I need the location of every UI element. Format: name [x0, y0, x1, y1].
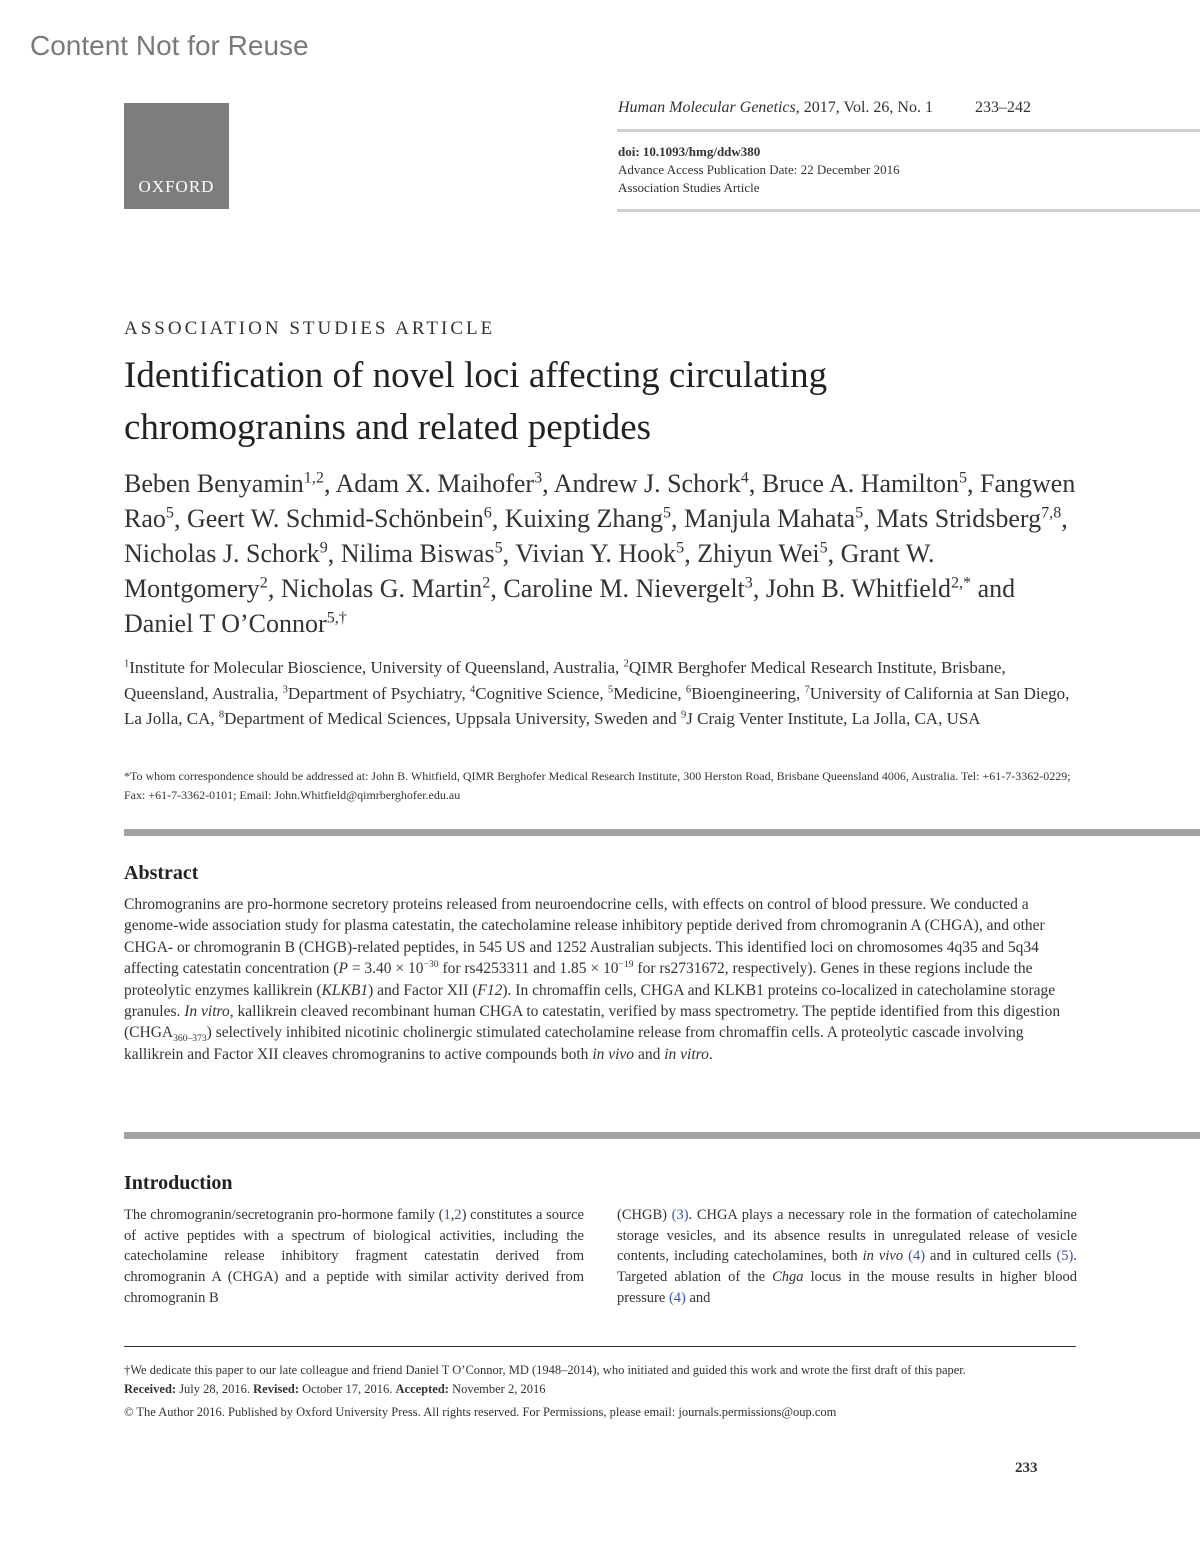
advance-access-date: Advance Access Publication Date: 22 December 2016 [618, 162, 900, 177]
author-name: Daniel T O’Connor [124, 609, 327, 638]
author-name: John B. Whitfield [765, 574, 951, 603]
affiliation-number: 2 [623, 658, 629, 670]
correspondence-note: *To whom correspondence should be addressed at: John B. Whitfield, QIMR Berghofer Medical Research Institute, 300 Herston Road, Brisbane Queensland 4006, Australia. Tel: +61-7-3362-0229; Fax: +61-7-3362-0101; Email: John.Whitfield@qimrberghofer.edu.au [124, 769, 1071, 802]
affiliation-number: 3 [282, 683, 288, 695]
logo-text: OXFORD [138, 177, 215, 196]
affiliation-text: Cognitive Science, [475, 683, 608, 703]
author-name: Fangwen Rao [124, 469, 1076, 533]
affiliation-number: 8 [218, 709, 225, 721]
dates-line: Received: July 28, 2016. Revised: October 17, 2016. Accepted: November 2, 2016 [124, 1382, 546, 1396]
copyright-line: © The Author 2016. Published by Oxford University Press. All rights reserved. For Permissions, please email: journals.permissions@oup.com [124, 1405, 837, 1419]
author-affiliation-sup: 1,2 [303, 469, 324, 487]
author-name: Bruce A. Hamilton [761, 469, 959, 498]
title-line-2: chromogranins and related peptides [124, 407, 652, 448]
article-title [124, 350, 1084, 454]
affiliation-text: Department of Medical Sciences, Uppsala University, Sweden and [224, 709, 681, 728]
author-name: Nilima Biswas [340, 539, 495, 568]
watermark: Content Not for Reuse [30, 30, 309, 61]
article-type: Association Studies Article [618, 180, 760, 195]
oxford-logo [124, 103, 229, 209]
author-affiliation-sup: 5,† [326, 609, 347, 627]
affiliation-number: 4 [469, 683, 476, 695]
header-rule-bottom [617, 209, 1200, 212]
author-affiliation-sup: 5 [855, 504, 864, 522]
intro-column-left: The chromogranin/secretogranin pro-hormone family (1,2) constitutes a source of active peptides with a spectrum of biological activities, including the catecholamine release inhibitory fragment catestatin derived from chromogranin A (CHGA) and a peptide with similar activity derived from chromogranin B [124, 1207, 584, 1306]
affiliation-text: Bioengineering, [691, 683, 805, 703]
article-meta [618, 143, 900, 197]
intro-column-right: (CHGB) (3). CHGA plays a necessary role in the formation of catecholamine storage vesicles, and its absence results in unregulated release of vesicle contents, including catecholamines, both in vivo (4) and in cultured cells (5). Targeted ablation of the Chga locus in the mouse results in higher blood pressure (4) and [617, 1207, 1078, 1306]
author-affiliation-sup: 4 [740, 469, 749, 487]
author-affiliation-sup: 2,* [950, 574, 972, 592]
author-affiliation-sup: 2 [482, 574, 491, 592]
reference-link-4b[interactable]: (4) [668, 1289, 686, 1306]
section-divider-top [124, 829, 1200, 836]
reference-link-4[interactable]: (4) [908, 1248, 926, 1265]
author-affiliation-sup: 5 [676, 539, 685, 557]
author-affiliation-sup: 7,8 [1041, 504, 1062, 522]
affiliation-text: Medicine, [613, 683, 686, 703]
author-name: Caroline M. Nievergelt [503, 574, 745, 603]
author-name: Vivian Y. Hook [515, 539, 677, 568]
author-affiliation-sup: 3 [744, 574, 753, 592]
affiliation-number: 5 [607, 683, 614, 695]
author-name: Mats Stridsberg [876, 504, 1042, 533]
author-name: Nicholas J. Schork [124, 539, 320, 568]
author-affiliation-sup: 5 [165, 504, 174, 522]
title-line-1: Identification of novel loci affecting circulating [124, 355, 828, 396]
author-name: Geert W. Schmid-Schönbein [186, 504, 484, 533]
author-affiliation-sup: 3 [534, 469, 543, 487]
author-name: Manjula Mahata [684, 504, 856, 533]
journal-name: Human Molecular Genetics [618, 99, 796, 116]
author-affiliation-sup: 9 [319, 539, 328, 557]
reference-link-5[interactable]: (5) [1056, 1248, 1074, 1265]
author-name: Nicholas G. Martin [280, 574, 483, 603]
article-kicker: ASSOCIATION STUDIES ARTICLE [124, 318, 496, 339]
author-name: Adam X. Maihofer [335, 469, 535, 498]
author-name: Beben Benyamin [124, 469, 304, 498]
introduction-heading: Introduction [124, 1172, 233, 1194]
author-name: Zhiyun Wei [697, 539, 820, 568]
abstract-text: Chromogranins are pro-hormone secretory proteins released from neuroendocrine cells, with effects on control of blood pressure. We conducted a genome-wide association study for plasma catestatin, the catecholamine release inhibitory peptide derived from chromogranin A (CHGA), and other CHGA- or chromogranin B (CHGB)-related peptides, in 545 US and 1252 Australian subjects. This identified loci on chromosomes 4q35 and 5q34 affecting catestatin concentration ($P = 3.40 \times 10^{-30}$ for rs4253311 and $1.85 \times 10^{-19}$ for rs2731672, respectively). Genes in these regions include the proteolytic enzymes kallikrein (KLKB1) and Factor XII (F12). In chromaffin cells, CHGA and KLKB1 proteins co-localized in catecholamine storage granules. In vitro, kallikrein cleaved recombinant human CHGA to catestatin, verified by mass spectrometry. The peptide identified from this digestion $(CHGA_{360-373})$ selectively inhibited nicotinic cholinergic stimulated catecholamine release from chromaffin cells. A proteolytic cascade involving kallikrein and Factor XII cleaves chromogranins to active compounds both in vivo and in vitro. [124, 896, 1061, 1063]
affiliation-text: J Craig Venter Institute, La Jolla, CA, USA [686, 709, 981, 728]
author-affiliation-sup: 2 [259, 574, 268, 592]
affiliation-text: Department of Psychiatry, [287, 683, 470, 703]
reference-link-2[interactable]: 2 [454, 1207, 462, 1223]
affiliation-number: 9 [681, 709, 687, 721]
affiliation-number: 7 [804, 683, 810, 695]
affiliation-number: 6 [685, 683, 692, 695]
author-list: Beben Benyamin$^{1,2}$, Adam X. Maihofer$^3$, Andrew J. Schork$^4$, Bruce A. Hamilton$^5$, Fangwen Rao$^5$, Geert W. Schmid-Schönbein$^6$, Kuixing Zhang$^5$, Manjula Mahata$^5$, Mats Stridsberg$^{7,8}$, Nicholas J. Schork$^9$, Nilima Biswas$^5$, Vivian Y. Hook$^5$, Zhiyun Wei$^5$, Grant W. Montgomery$^2$, Nicholas G. Martin$^2$, Caroline M. Nievergelt$^3$, John B. Whitfield$^{2,*}$ and Daniel T O’Connor$^{5,\dagger}$ [124, 469, 1076, 638]
affiliations [124, 655, 1084, 732]
author-name: Andrew J. Schork [553, 469, 741, 498]
affiliation-text: University of California at San Diego, La Jolla, CA, [124, 683, 1070, 728]
journal-header [618, 99, 1031, 117]
abstract-heading: Abstract [124, 862, 199, 884]
affiliation-text: QIMR Berghofer Medical Research Institute, Brisbane, Queensland, Australia, [124, 658, 1006, 703]
section-divider-bottom [124, 1132, 1200, 1139]
journal-pages: 233–242 [974, 99, 1031, 116]
author-affiliation-sup: 5 [958, 469, 968, 487]
author-name: Grant W. Montgomery [124, 539, 935, 603]
affiliation-text: Institute for Molecular Bioscience, University of Queensland, Australia, [129, 658, 624, 677]
author-name: Kuixing Zhang [504, 504, 663, 533]
author-affiliation-sup: 5 [662, 504, 672, 522]
dedication-note: †We dedicate this paper to our late colleague and friend Daniel T O’Connor, MD (1948–2014), who initiated and guided this work and wrote the first draft of this paper. [124, 1363, 966, 1377]
journal-volume: , 2017, Vol. 26, No. 1 [795, 99, 933, 116]
footnotes [124, 1361, 1079, 1422]
author-affiliation-sup: 5 [494, 539, 503, 557]
affiliation-number: 1 [124, 658, 130, 670]
footnote-rule [124, 1346, 1076, 1347]
doi: doi: 10.1093/hmg/ddw380 [618, 144, 761, 159]
reference-link-1[interactable]: 1 [443, 1207, 451, 1223]
reference-link-3[interactable]: (3) [671, 1207, 689, 1223]
author-affiliation-sup: 5 [819, 539, 828, 557]
header-rule-top [617, 129, 1200, 132]
author-affiliation-sup: 6 [483, 504, 492, 522]
page-number: 233 [1015, 1460, 1038, 1476]
